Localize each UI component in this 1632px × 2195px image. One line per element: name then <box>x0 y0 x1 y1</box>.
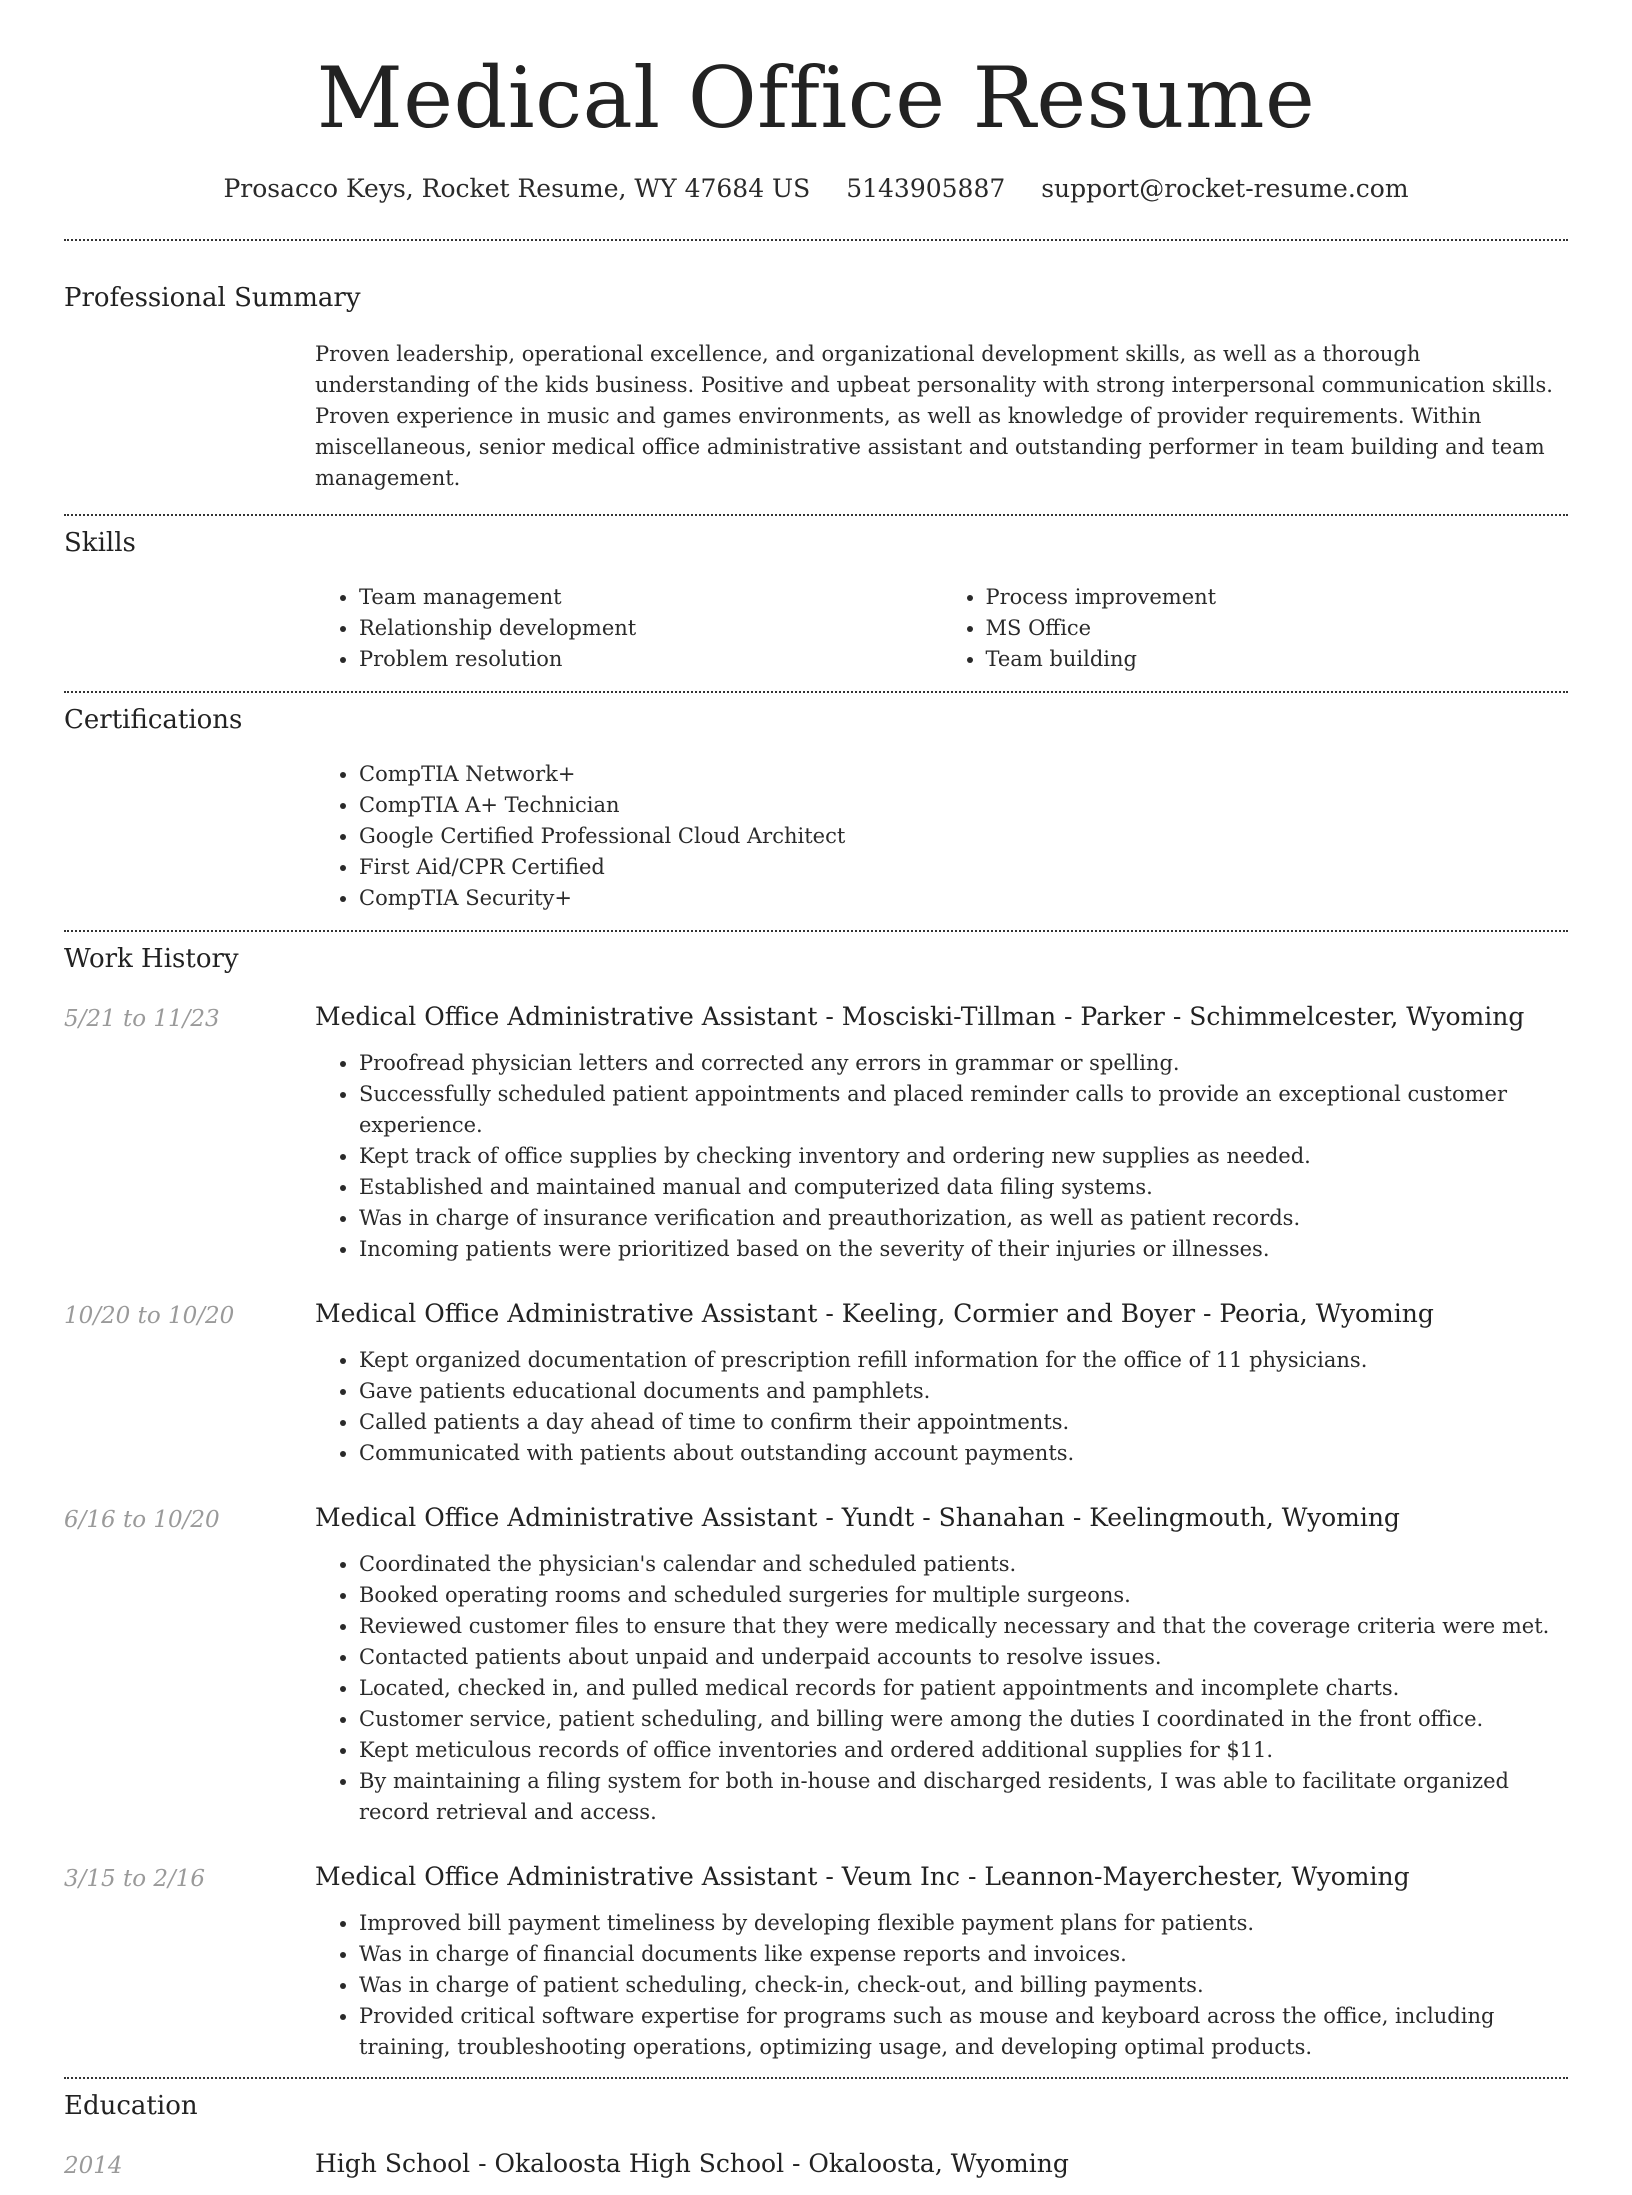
section-title-work: Work History <box>64 944 239 975</box>
skill-item: • Team management <box>359 582 942 613</box>
job-bullet: • Kept meticulous records of office inventories and ordered additional supplies for $11. <box>359 1735 1568 1766</box>
job-bullet: • Incoming patients were prioritized based on the severity of their injuries or illnesses. <box>359 1234 1568 1265</box>
certification-item: • First Aid/CPR Certified <box>359 852 1568 883</box>
job-entry <box>64 1501 1568 1828</box>
job-bullet: • Successfully scheduled patient appointments and placed reminder calls to provide an exceptional customer experience. <box>359 1079 1568 1141</box>
job-title: Medical Office Administrative Assistant - Mosciski-Tillman - Parker - Schimmelcester, Wyoming <box>315 1002 1525 1032</box>
summary-text: Proven leadership, operational excellence, and organizational development skills, as well as a thorough understanding of the kids business. Positive and upbeat personality with strong interpersonal communication skills. Proven experience in music and games environments, as well as knowledge of provider requirements. Within miscellaneous, senior medical office administrative assistant and outstanding performer in team building and team management. <box>315 342 1553 491</box>
education-title: High School - Okaloosta High School - Okaloosta, Wyoming <box>315 2149 1069 2179</box>
certification-item: • Google Certified Professional Cloud Architect <box>359 821 1568 852</box>
skills-list-right <box>942 582 1569 675</box>
resume-title: Medical Office Resume <box>316 49 1316 147</box>
job-entry <box>64 1000 1568 1265</box>
job-dates: 5/21 to 11/23 <box>64 1006 220 1033</box>
job-bullet: • Contacted patients about unpaid and underpaid accounts to resolve issues. <box>359 1642 1568 1673</box>
contact-phone: 5143905887 <box>846 174 1006 204</box>
job-bullets <box>315 1908 1568 2063</box>
skill-item: • Team building <box>986 644 1569 675</box>
job-title: Medical Office Administrative Assistant - Veum Inc - Leannon-Mayerchester, Wyoming <box>315 1862 1410 1892</box>
job-bullet: • Proofread physician letters and corrected any errors in grammar or spelling. <box>359 1048 1568 1079</box>
job-bullets <box>315 1345 1568 1469</box>
contact-email: support@rocket-resume.com <box>1041 174 1409 204</box>
job-bullet: • Established and maintained manual and computerized data filing systems. <box>359 1172 1568 1203</box>
job-bullets <box>315 1048 1568 1265</box>
education-entry <box>64 2147 1568 2195</box>
skill-item: • MS Office <box>986 613 1569 644</box>
certification-item: • CompTIA Network+ <box>359 759 1568 790</box>
contact-address: Prosacco Keys, Rocket Resume, WY 47684 US <box>223 174 811 204</box>
job-bullet: • Communicated with patients about outstanding account payments. <box>359 1438 1568 1469</box>
job-title: Medical Office Administrative Assistant - Keeling, Cormier and Boyer - Peoria, Wyoming <box>315 1299 1434 1329</box>
job-bullet: • Kept track of office supplies by checking inventory and ordering new supplies as needed. <box>359 1141 1568 1172</box>
certifications-list <box>315 759 1568 914</box>
job-entry <box>64 1860 1568 2063</box>
job-bullet: • Reviewed customer files to ensure that they were medically necessary and that the coverage criteria were met. <box>359 1611 1568 1642</box>
job-bullets <box>315 1549 1568 1828</box>
job-title: Medical Office Administrative Assistant - Yundt - Shanahan - Keelingmouth, Wyoming <box>315 1503 1400 1533</box>
job-bullet: • Located, checked in, and pulled medical records for patient appointments and incomplete charts. <box>359 1673 1568 1704</box>
certification-item: • CompTIA Security+ <box>359 883 1568 914</box>
job-dates: 10/20 to 10/20 <box>64 1303 235 1330</box>
skill-item: • Relationship development <box>359 613 942 644</box>
skills-list-left <box>315 582 942 675</box>
education-section <box>0 2079 1632 2195</box>
section-title-education: Education <box>64 2091 198 2122</box>
job-dates: 3/15 to 2/16 <box>64 1866 206 1893</box>
education-dates: 2014 <box>64 2153 123 2180</box>
work-history-section <box>0 932 1632 2063</box>
section-title-summary: Professional Summary <box>64 283 361 314</box>
job-dates: 6/16 to 10/20 <box>64 1507 220 1534</box>
job-bullet: • Called patients a day ahead of time to confirm their appointments. <box>359 1407 1568 1438</box>
job-bullet: • Was in charge of financial documents like expense reports and invoices. <box>359 1939 1568 1970</box>
summary-section <box>0 241 1632 494</box>
section-title-certifications: Certifications <box>64 705 243 736</box>
certifications-section <box>0 693 1632 914</box>
job-bullet: • Was in charge of insurance verification and preauthorization, as well as patient records. <box>359 1203 1568 1234</box>
certification-item: • CompTIA A+ Technician <box>359 790 1568 821</box>
job-bullet: • Provided critical software expertise for programs such as mouse and keyboard across the office, including training, troubleshooting operations, optimizing usage, and developing optimal products. <box>359 2001 1568 2063</box>
contact-line <box>0 174 1632 203</box>
job-bullet: • Kept organized documentation of prescription refill information for the office of 11 physicians. <box>359 1345 1568 1376</box>
job-bullet: • Gave patients educational documents and pamphlets. <box>359 1376 1568 1407</box>
job-bullet: • Customer service, patient scheduling, and billing were among the duties I coordinated in the front office. <box>359 1704 1568 1735</box>
section-title-skills: Skills <box>64 528 136 559</box>
job-bullet: • Booked operating rooms and scheduled surgeries for multiple surgeons. <box>359 1580 1568 1611</box>
skill-item: • Problem resolution <box>359 644 942 675</box>
job-bullet: • Was in charge of patient scheduling, check-in, check-out, and billing payments. <box>359 1970 1568 2001</box>
skill-item: • Process improvement <box>986 582 1569 613</box>
job-bullet: • By maintaining a filing system for both in-house and discharged residents, I was able to facilitate organized record retrieval and access. <box>359 1766 1568 1828</box>
job-bullet: • Improved bill payment timeliness by developing flexible payment plans for patients. <box>359 1908 1568 1939</box>
job-bullet: • Coordinated the physician's calendar and scheduled patients. <box>359 1549 1568 1580</box>
skills-section <box>0 516 1632 675</box>
job-entry <box>64 1297 1568 1469</box>
